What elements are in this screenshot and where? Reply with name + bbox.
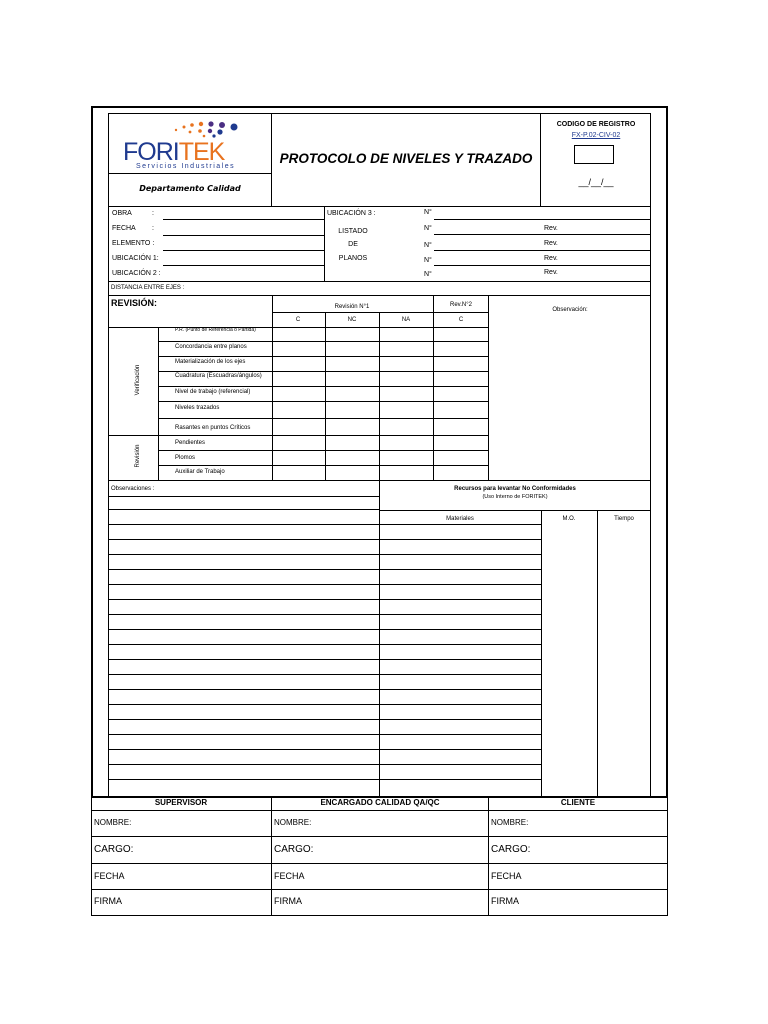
mo-header: M.O. [562,516,576,522]
check-item-label: Auxiliar de Trabajo [175,469,225,475]
cliente-cargo-field[interactable]: CARGO: [491,844,531,855]
calidad-firma-field[interactable]: FIRMA [274,896,302,906]
date-field[interactable]: __/__/__ [578,177,614,187]
colon: : [152,225,154,232]
signature-table [91,797,668,916]
logo-text-tek: TEK [178,138,225,166]
cliente-nombre-field[interactable]: NOMBRE: [491,818,529,827]
group-verificacion-label: Verificación [135,364,141,396]
calidad-header: ENCARGADO CALIDAD QA/QC [320,798,440,807]
cliente-header: CLIENTE [560,798,596,807]
check-item-label: P.R. (Punto de Referencia o Partida) [175,327,256,333]
check-item-label: Cuadratura (Escuadras/ángulos) [175,373,262,379]
supervisor-cargo-field[interactable]: CARGO: [94,844,134,855]
logo-text-fori: FORI [123,138,179,166]
cliente-firma-field[interactable]: FIRMA [491,896,519,906]
listado-label: LISTADO [338,228,368,235]
de-label: DE [348,241,358,248]
ubicacion1-label: UBICACIÓN 1: [112,255,159,262]
ubicacion1-field[interactable] [163,265,324,266]
company-logo [118,118,263,172]
revision-title: REVISIÓN: [111,298,158,308]
col-c-header: C [295,317,301,323]
elemento-field[interactable] [163,250,324,251]
numero-label: N° [424,209,432,216]
calidad-fecha-field[interactable]: FECHA [274,871,305,881]
check-item-label: Nivel de trabajo (referencial) [175,389,251,395]
elemento-label: ELEMENTO : [112,240,155,247]
check-item-label: Materialización de los ejes [175,359,246,365]
materiales-header: Materiales [446,516,474,522]
calidad-cargo-field[interactable]: CARGO: [274,844,314,855]
numero-label: N° [424,225,432,232]
supervisor-header: SUPERVISOR [154,798,208,807]
numero-label: N° [424,242,432,249]
distancia-label: DISTANCIA ENTRE EJES : [111,285,185,291]
fecha-label: FECHA [112,225,136,232]
numero-label: N° [424,271,432,278]
recursos-title: Recursos para levantar No Conformidades [454,486,576,492]
supervisor-firma-field[interactable]: FIRMA [94,896,122,906]
plano-field[interactable] [434,265,651,266]
fecha-field[interactable] [163,235,324,236]
ubicacion3-label: UBICACIÓN 3 : [327,210,376,217]
rev-label: Rev. [544,269,558,276]
rev-label: Rev. [544,255,558,262]
supervisor-nombre-field[interactable]: NOMBRE: [94,818,132,827]
obra-field[interactable] [163,219,324,220]
revision-1-header: Revisión N°1 [334,304,370,310]
ubicacion2-label: UBICACIÓN 2 : [112,270,161,277]
code-label: CODIGO DE REGISTRO [556,121,636,128]
col-na-header: NA [401,317,411,323]
check-item-label: Rasantes en puntos Críticos [175,425,251,431]
page-title: PROTOCOLO DE NIVELES Y TRAZADO [279,151,533,166]
planos-label: PLANOS [338,255,368,262]
obra-label: OBRA [112,210,132,217]
plano-field[interactable] [434,234,651,235]
col-c2-header: C [458,317,464,323]
observacion-label: Observación: [552,307,588,313]
plano-field[interactable] [434,250,651,251]
cliente-fecha-field[interactable]: FECHA [491,871,522,881]
code-box[interactable] [574,145,614,164]
revision-2-header: Rev.N°2 [450,302,472,308]
recursos-subtitle: (Uso Interno de FORITEK) [482,494,548,500]
colon: : [152,210,154,217]
group-revision-label: Revisión [135,444,141,468]
code-value: FX-P.02-CIV-02 [571,132,621,139]
tiempo-header: Tiempo [614,516,634,522]
numero-label: N° [424,257,432,264]
check-item-label: Niveles trazados [175,405,220,411]
check-item-label: Plomos [175,455,196,461]
check-item-label: Pendientes [175,440,206,446]
rev-label: Rev. [544,240,558,247]
logo-subtitle: Servicios Industriales [136,163,236,170]
calidad-nombre-field[interactable]: NOMBRE: [274,818,312,827]
col-nc-header: NC [347,317,357,323]
check-item-label: Concordancia entre planos [175,344,247,350]
department-label: Departamento Calidad [139,184,241,193]
supervisor-fecha-field[interactable]: FECHA [94,871,125,881]
logo-dots-icon [156,118,256,138]
observaciones-label: Observaciones : [111,486,155,492]
rev-label: Rev. [544,225,558,232]
